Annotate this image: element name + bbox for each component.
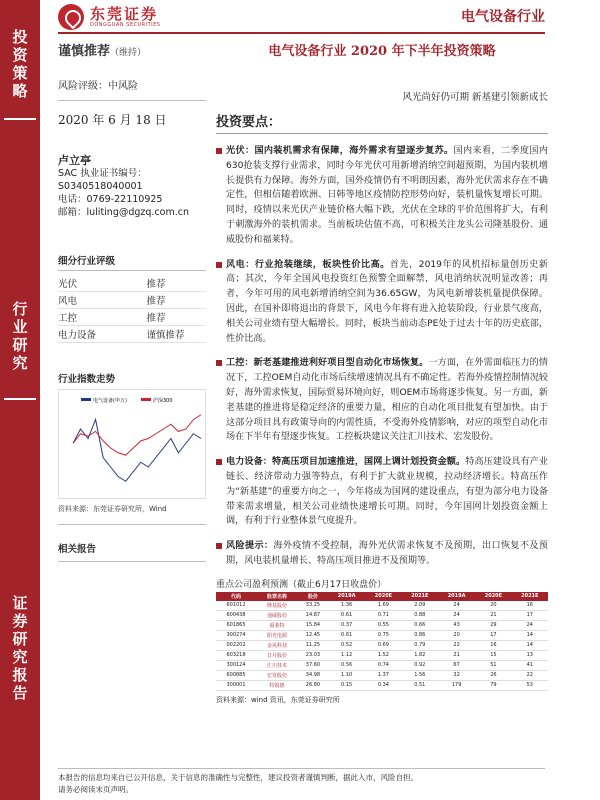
divider (58, 561, 206, 562)
point-lead: 工控：新老基建推进利好项目型自动化市场恢复。 (226, 358, 429, 369)
table-cell: 0.69 (365, 640, 401, 650)
key-point (216, 539, 548, 569)
table-cell: 21 (475, 610, 511, 620)
table-cell: 600438 (216, 610, 256, 620)
analyst-name: 卢立亭 (58, 154, 91, 167)
table-cell: 33.25 (298, 601, 328, 611)
analyst-line: S0340518040001 (58, 181, 143, 192)
table-cell: 1.37 (365, 670, 401, 680)
table-cell: 金风科技 (256, 640, 298, 650)
table-cell: 603218 (216, 650, 256, 660)
table-cell: 24 (438, 610, 475, 620)
table-row (216, 660, 548, 670)
table-cell: 0.51 (402, 680, 438, 690)
side-label-report: 证 券 研 究 报 告 (12, 594, 28, 702)
table-row (58, 326, 206, 343)
table-cell: 21 (438, 650, 475, 660)
table-cell: 1.10 (328, 670, 365, 680)
key-point (216, 144, 548, 248)
company-logo (58, 2, 160, 32)
sector-rating: 推荐 (106, 309, 206, 326)
table-cell: 11.25 (298, 640, 328, 650)
table-header-row (216, 592, 548, 601)
table-cell: 0.79 (402, 640, 438, 650)
table-cell: 14 (512, 630, 548, 640)
table-row (216, 650, 548, 660)
table-row (216, 640, 548, 650)
table-cell: 0.15 (328, 680, 365, 690)
table-cell: 隆基股份 (256, 601, 298, 611)
table-cell: 601012 (216, 601, 256, 611)
table-cell: 1.36 (328, 601, 365, 611)
series-line-0 (73, 420, 201, 482)
table-cell: 26.80 (298, 680, 328, 690)
table-cell: 600885 (216, 670, 256, 680)
logo-icon (58, 4, 84, 30)
table-header-cell: 2019A (328, 592, 365, 601)
sub-rating-table (58, 275, 206, 343)
related-reports-title: 相关报告 (58, 544, 97, 555)
table-cell: 29 (475, 620, 511, 630)
table-cell: 53 (512, 680, 548, 690)
table-cell: 14 (512, 640, 548, 650)
table-cell: 15.84 (298, 620, 328, 630)
table-cell: 16 (512, 601, 548, 611)
disclaimer-note: 请务必阅读末页声明。 (58, 785, 133, 794)
table-header-cell: 2019A (438, 592, 475, 601)
table-cell: 0.92 (402, 660, 438, 670)
left-column (58, 38, 206, 562)
report-subtitle: 风光尚好仍可期 新基建引领新成长 (402, 92, 548, 103)
table-cell: 0.74 (365, 660, 401, 670)
table-cell: 1.12 (328, 650, 365, 660)
divider (58, 524, 206, 525)
table-cell: 0.37 (328, 620, 365, 630)
table-caption: 重点公司盈利预测（截止6月17日收盘价） (216, 579, 387, 590)
logo-en: DONGGUAN SECURITIES (90, 21, 161, 28)
legend-label: 电气设备(申万) (93, 398, 127, 404)
side-separator (4, 398, 36, 400)
table-cell: 1.69 (365, 601, 401, 611)
table-header-cell: 2020E (365, 592, 401, 601)
table-cell: 通威股份 (256, 610, 298, 620)
point-lead: 风电：行业抢装继续，板块性价比高。 (226, 259, 390, 270)
table-cell: 300001 (216, 680, 256, 690)
table-cell: 15 (475, 650, 511, 660)
divider (58, 270, 206, 271)
table-cell: 17 (475, 630, 511, 640)
table-cell: 37.60 (298, 660, 328, 670)
report-date: 2020 年 6 月 18 日 (58, 113, 167, 127)
table-row (216, 610, 548, 620)
table-cell: 24 (512, 620, 548, 630)
point-body: 国内来看，二季度国内630抢装支撑行业需求，同时今年光伏可用新增消纳空间超预期，为国内装机增长提供有力保障。海外方面，国外疫情仍有不明朗因素，海外光伏需求存在不确定性，但相信随着欧洲、日韩等地区疫情防控形势向好，装机量恢复增长可期。同时，疫情以来光伏产业链价格大幅下跌，光伏在全球的平价范围将扩大，有利于刺激海外的装机需求。当前板块估值不高，可积极关注龙头公司隆基股份、通威股份和福莱特。 (226, 146, 548, 245)
key-point (216, 455, 548, 529)
point-lead: 光伏：国内装机需求有保障，海外需求有望逐步复苏。 (226, 146, 454, 156)
table-cell: 179 (438, 680, 475, 690)
footer-divider (58, 768, 545, 769)
table-cell: 22 (438, 640, 475, 650)
table-cell: 300124 (216, 660, 256, 670)
table-row (58, 292, 206, 309)
divider (58, 100, 206, 101)
sub-rating-title: 细分行业评级 (58, 256, 116, 267)
key-points-heading: 投资要点： (216, 111, 548, 134)
table-cell: 0.56 (328, 660, 365, 670)
table-row (216, 630, 548, 640)
rating: 谨慎推荐 (58, 44, 111, 59)
table-cell: 20 (475, 601, 511, 611)
analyst-info (58, 154, 206, 219)
table-cell: 16 (475, 640, 511, 650)
table-cell: 26 (475, 670, 511, 680)
side-label-research: 行 业 研 究 (12, 300, 28, 372)
legend-label: 沪深300 (153, 398, 173, 404)
table-cell: 特锐德 (256, 680, 298, 690)
table-cell: 0.34 (365, 680, 401, 690)
chart-source: 资料来源：东莞证券研究所，Wind (58, 505, 167, 513)
point-body: 海外疫情不受控制，海外光伏需求恢复不及预期，出口恢复不及预期，风电装机量增长、特高压项目推进不及预期等。 (226, 541, 548, 566)
table-cell: 0.55 (365, 620, 401, 630)
table-cell: 24 (438, 601, 475, 611)
header-divider (58, 32, 545, 34)
table-cell: 22 (512, 670, 548, 680)
table-cell: 34.98 (298, 670, 328, 680)
sector-name: 风电 (58, 292, 106, 309)
sector-name: 工控 (58, 309, 106, 326)
point-body: 特高压建设具有产业链长、经济带动力强等特点，有利于扩大就业规模，拉动经济增长。特高压作为“新基建”的重要方向之一，今年将成为国网的建设重点，有望为部分电力设备带来需求增量，相关公司业绩快速增长可期。同时，今年国网计划投资金额上调，有利于行业整体景气度提升。 (226, 457, 548, 527)
analyst-line: 电话：0769-22110925 (58, 194, 163, 205)
table-cell: 0.61 (328, 630, 365, 640)
rating-title (58, 40, 206, 59)
risk-rating: 风险评级：中风险 (58, 81, 138, 92)
table-cell: 14.87 (298, 610, 328, 620)
disclaimer: 本报告的信息均来自已公开信息，关于信息的准确性与完整性，建议投资者谨慎判断，据此入市，风险自担。 (58, 773, 418, 782)
index-chart-title: 行业指数走势 (58, 374, 116, 385)
sector-rating: 谨慎推荐 (106, 326, 206, 343)
table-cell: 51 (475, 660, 511, 670)
logo-cn: 东莞证券 (90, 4, 159, 23)
table-header-cell: 2021E (512, 592, 548, 601)
point-lead: 风险提示： (226, 541, 274, 552)
table-cell: 41 (512, 660, 548, 670)
point-lead: 电力设备：特高压项目加速推进，国网上调计划投资金额。 (226, 457, 466, 468)
table-cell: 601865 (216, 620, 256, 630)
table-cell: 20 (438, 630, 475, 640)
table-cell: 0.86 (402, 630, 438, 640)
key-point (216, 356, 548, 445)
table-header-cell: 2020E (475, 592, 511, 601)
table-cell: 汇川技术 (256, 660, 298, 670)
table-cell: 0.75 (365, 630, 401, 640)
table-cell: 0.52 (328, 640, 365, 650)
sector-rating: 推荐 (106, 275, 206, 292)
table-cell: 17 (512, 610, 548, 620)
table-cell: 宏发股份 (256, 670, 298, 680)
table-cell: 79 (475, 680, 511, 690)
table-row (216, 680, 548, 690)
table-cell: 0.66 (402, 620, 438, 630)
side-label-strategy: 投 资 策 略 (12, 28, 28, 100)
footer (58, 772, 545, 796)
earnings-forecast-table (216, 592, 548, 691)
table-row (216, 601, 548, 611)
table-cell: 67 (438, 660, 475, 670)
table-header-cell: 2021E (402, 592, 438, 601)
table-row (216, 620, 548, 630)
sector-name: 光伏 (58, 275, 106, 292)
table-cell: 1.52 (365, 650, 401, 660)
table-cell: 32 (438, 670, 475, 680)
legend-swatch (141, 398, 151, 401)
point-body: 一方面，在外需面临压力的情况下，工控OEM自动化市场后续增速情况具有不确定性。若海外疫情控制情况较好，海外需求恢复，国际贸易环境向好，则OEM市场将逐步恢复。另一方面，新老基建的推进将是稳定经济的重要力量，相应的自动化项目批复有望加快。由于这部分项目具有政策导向的内需性质，不受海外疫情影响，对应的项型自动化市场在下半年有望逐步恢复。工控板块建议关注汇川技术、宏发股份。 (226, 358, 548, 443)
key-point (216, 258, 548, 347)
table-cell: 23.03 (298, 650, 328, 660)
table-row (216, 670, 548, 680)
table-cell: 13 (512, 650, 548, 660)
table-cell: 0.71 (365, 610, 401, 620)
table-row (58, 275, 206, 292)
table-cell: 阳光电源 (256, 630, 298, 640)
table-cell: 300274 (216, 630, 256, 640)
legend-swatch (81, 398, 91, 401)
table-cell: 1.82 (402, 650, 438, 660)
table-header-cell: 股票名称 (256, 592, 298, 601)
report-title: 电气设备行业 2020 年下半年投资策略 (268, 44, 496, 59)
index-chart-svg (59, 390, 207, 500)
main-column (216, 38, 548, 705)
sector-rating: 推荐 (106, 292, 206, 309)
table-row (58, 309, 206, 326)
table-cell: 43 (438, 620, 475, 630)
rating-note: （维持） (110, 48, 147, 58)
table-cell: 0.88 (402, 610, 438, 620)
table-cell: 0.61 (328, 610, 365, 620)
side-separator (4, 118, 36, 120)
point-body: 首先，2019年的风机招标量创历史新高；其次，今年全国风电投资红色预警全面解禁，风电消纳状况明显改善；再者，今年可用的风电新增消纳空间为36.65GW，为风电新增装机量提供保障。因此，在国补即将退出的背景下，风电今年将有进入抢装阶段，行业景气度高，相关公司业绩有望大幅增长。同时，板块当前动态PE处于过去十年的历史底部，性价比高。 (226, 259, 548, 344)
analyst-line: SAC 执业证书编号： (58, 168, 147, 179)
index-chart (58, 389, 206, 499)
table-cell: 2.09 (402, 601, 438, 611)
table-header-cell: 股价 (298, 592, 328, 601)
table-source: 资料来源：wind 资讯，东莞证券研究所 (216, 695, 340, 704)
table-cell: 12.45 (298, 630, 328, 640)
industry-label: 电气设备行业 (461, 9, 545, 25)
table-cell: 1.56 (402, 670, 438, 680)
analyst-line: 邮箱：luliting@dgzq.com.cn (58, 207, 190, 218)
table-cell: 002202 (216, 640, 256, 650)
sector-name: 电力设备 (58, 326, 106, 343)
table-header-cell: 代码 (216, 592, 256, 601)
table-cell: 日月股份 (256, 650, 298, 660)
table-cell: 福莱特 (256, 620, 298, 630)
